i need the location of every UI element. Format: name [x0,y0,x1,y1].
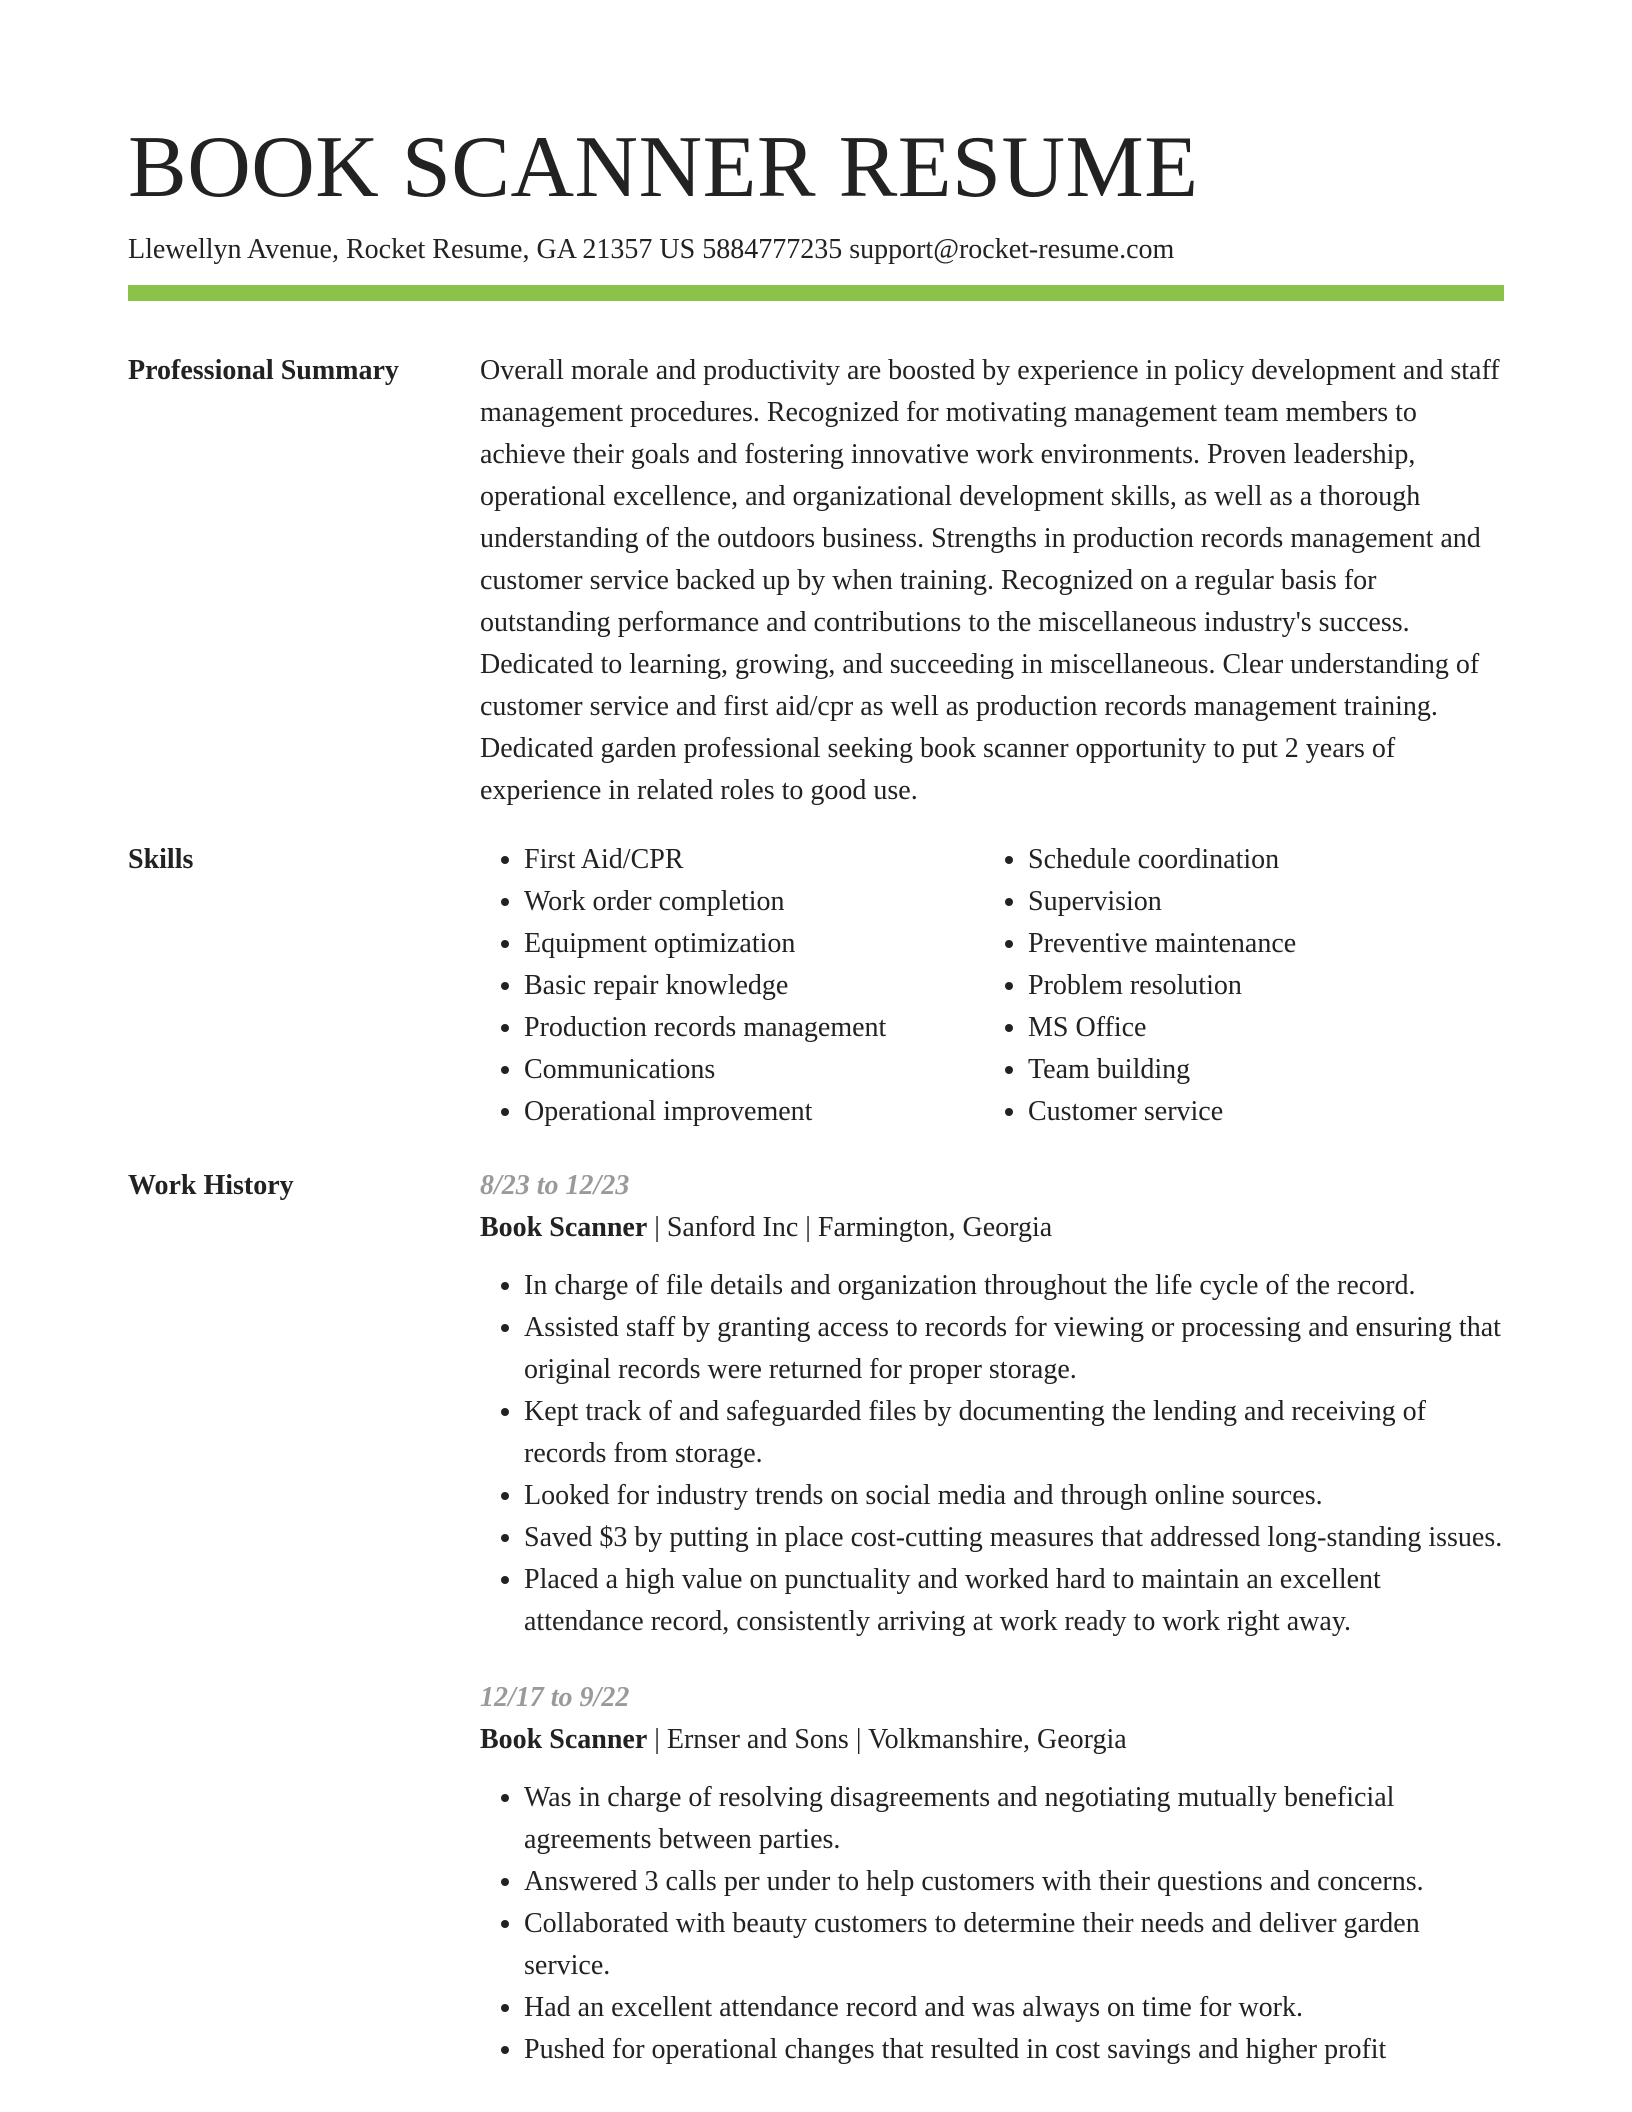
skills-columns [480,839,1504,1133]
job-heading: Book Scanner | Sanford Inc | Farmington, Georgia [480,1212,1053,1243]
skill-item: • Operational improvement [524,1091,984,1133]
job-bullet: • Answered 3 calls per under to help customers with their questions and concerns. [524,1861,1504,1903]
summary-heading: Professional Summary [128,355,399,386]
skills-list-right [984,839,1488,1133]
job-bullet: • Was in charge of resolving disagreements and negotiating mutually beneficial agreements between parties. [524,1777,1504,1861]
job-bullet: • Looked for industry trends on social media and through online sources. [524,1475,1504,1517]
job-company: Sanford Inc [666,1212,799,1243]
skill-item: • Work order completion [524,881,984,923]
skill-item: • Customer service [1028,1091,1488,1133]
job-bullet: • Assisted staff by granting access to records for viewing or processing and ensuring that original records were returned for proper storage. [524,1307,1504,1391]
skill-item: • First Aid/CPR [524,839,984,881]
contact-address: Llewellyn Avenue, Rocket Resume, GA 21357 US [128,234,696,265]
work-history-body [480,1165,1504,2071]
job-bullet: • Pushed for operational changes that resulted in cost savings and higher profit [524,2029,1504,2071]
job-location: Farmington, Georgia [817,1212,1053,1243]
skill-item: • Preventive maintenance [1028,923,1488,965]
contact-phone: 5884777235 [702,234,843,265]
skill-item: • Supervision [1028,881,1488,923]
skill-item: • MS Office [1028,1007,1488,1049]
job-location: Volkmanshire, Georgia [867,1724,1127,1755]
job-dates: 8/23 to 12/23 [480,1170,630,1201]
job-entry [480,1165,1504,1643]
job-entry [480,1677,1504,2071]
skill-item: • Equipment optimization [524,923,984,965]
skill-item: • Team building [1028,1049,1488,1091]
skill-item: • Communications [524,1049,984,1091]
job-dates: 12/17 to 9/22 [480,1682,630,1713]
job-bullet: • In charge of file details and organization throughout the life cycle of the record. [524,1265,1504,1307]
job-title: Book Scanner [480,1724,648,1755]
job-bullet: • Kept track of and safeguarded files by documenting the lending and receiving of records from storage. [524,1391,1504,1475]
summary-text: Overall morale and productivity are boosted by experience in policy development and staff management procedures. Recognized for motivating management team members to achieve their goals and fostering innovative work environments. Proven leadership, operational excellence, and organizational development skills, as well as a thorough understanding of the outdoors business. Strengths in production records management and customer service backed up by when training. Recognized on a regular basis for outstanding performance and contributions to the miscellaneous industry's success. Dedicated to learning, growing, and succeeding in miscellaneous. Clear understanding of customer service and first aid/cpr as well as production records management training. Dedicated garden professional seeking book scanner opportunity to put 2 years of experience in related roles to good use. [480,355,1500,806]
job-title: Book Scanner [480,1212,648,1243]
job-bullet: • Saved $3 by putting in place cost-cutting measures that addressed long-standing issues. [524,1517,1504,1559]
skills-body [480,839,1504,1133]
skills-heading: Skills [128,844,194,875]
job-bullet: • Had an excellent attendance record and was always on time for work. [524,1987,1504,2029]
summary-body [480,350,1504,812]
skills-list-left [480,839,984,1133]
job-bullets [480,1265,1504,1643]
skill-item: • Basic repair knowledge [524,965,984,1007]
job-company: Ernser and Sons [666,1724,849,1755]
skill-item: • Schedule coordination [1028,839,1488,881]
accent-divider [128,285,1504,301]
skill-item: • Problem resolution [1028,965,1488,1007]
work-history-heading: Work History [128,1170,294,1201]
job-bullets [480,1777,1504,2071]
job-bullet: • Placed a high value on punctuality and worked hard to maintain an excellent attendance record, consistently arriving at work ready to work right away. [524,1559,1504,1643]
contact-email: support@rocket-resume.com [849,234,1175,265]
skill-item: • Production records management [524,1007,984,1049]
job-heading: Book Scanner | Ernser and Sons | Volkmanshire, Georgia [480,1724,1127,1755]
contact-line [128,230,1174,270]
job-bullet: • Collaborated with beauty customers to determine their needs and deliver garden service. [524,1903,1504,1987]
resume-title: BOOK SCANNER RESUME [128,119,1199,216]
